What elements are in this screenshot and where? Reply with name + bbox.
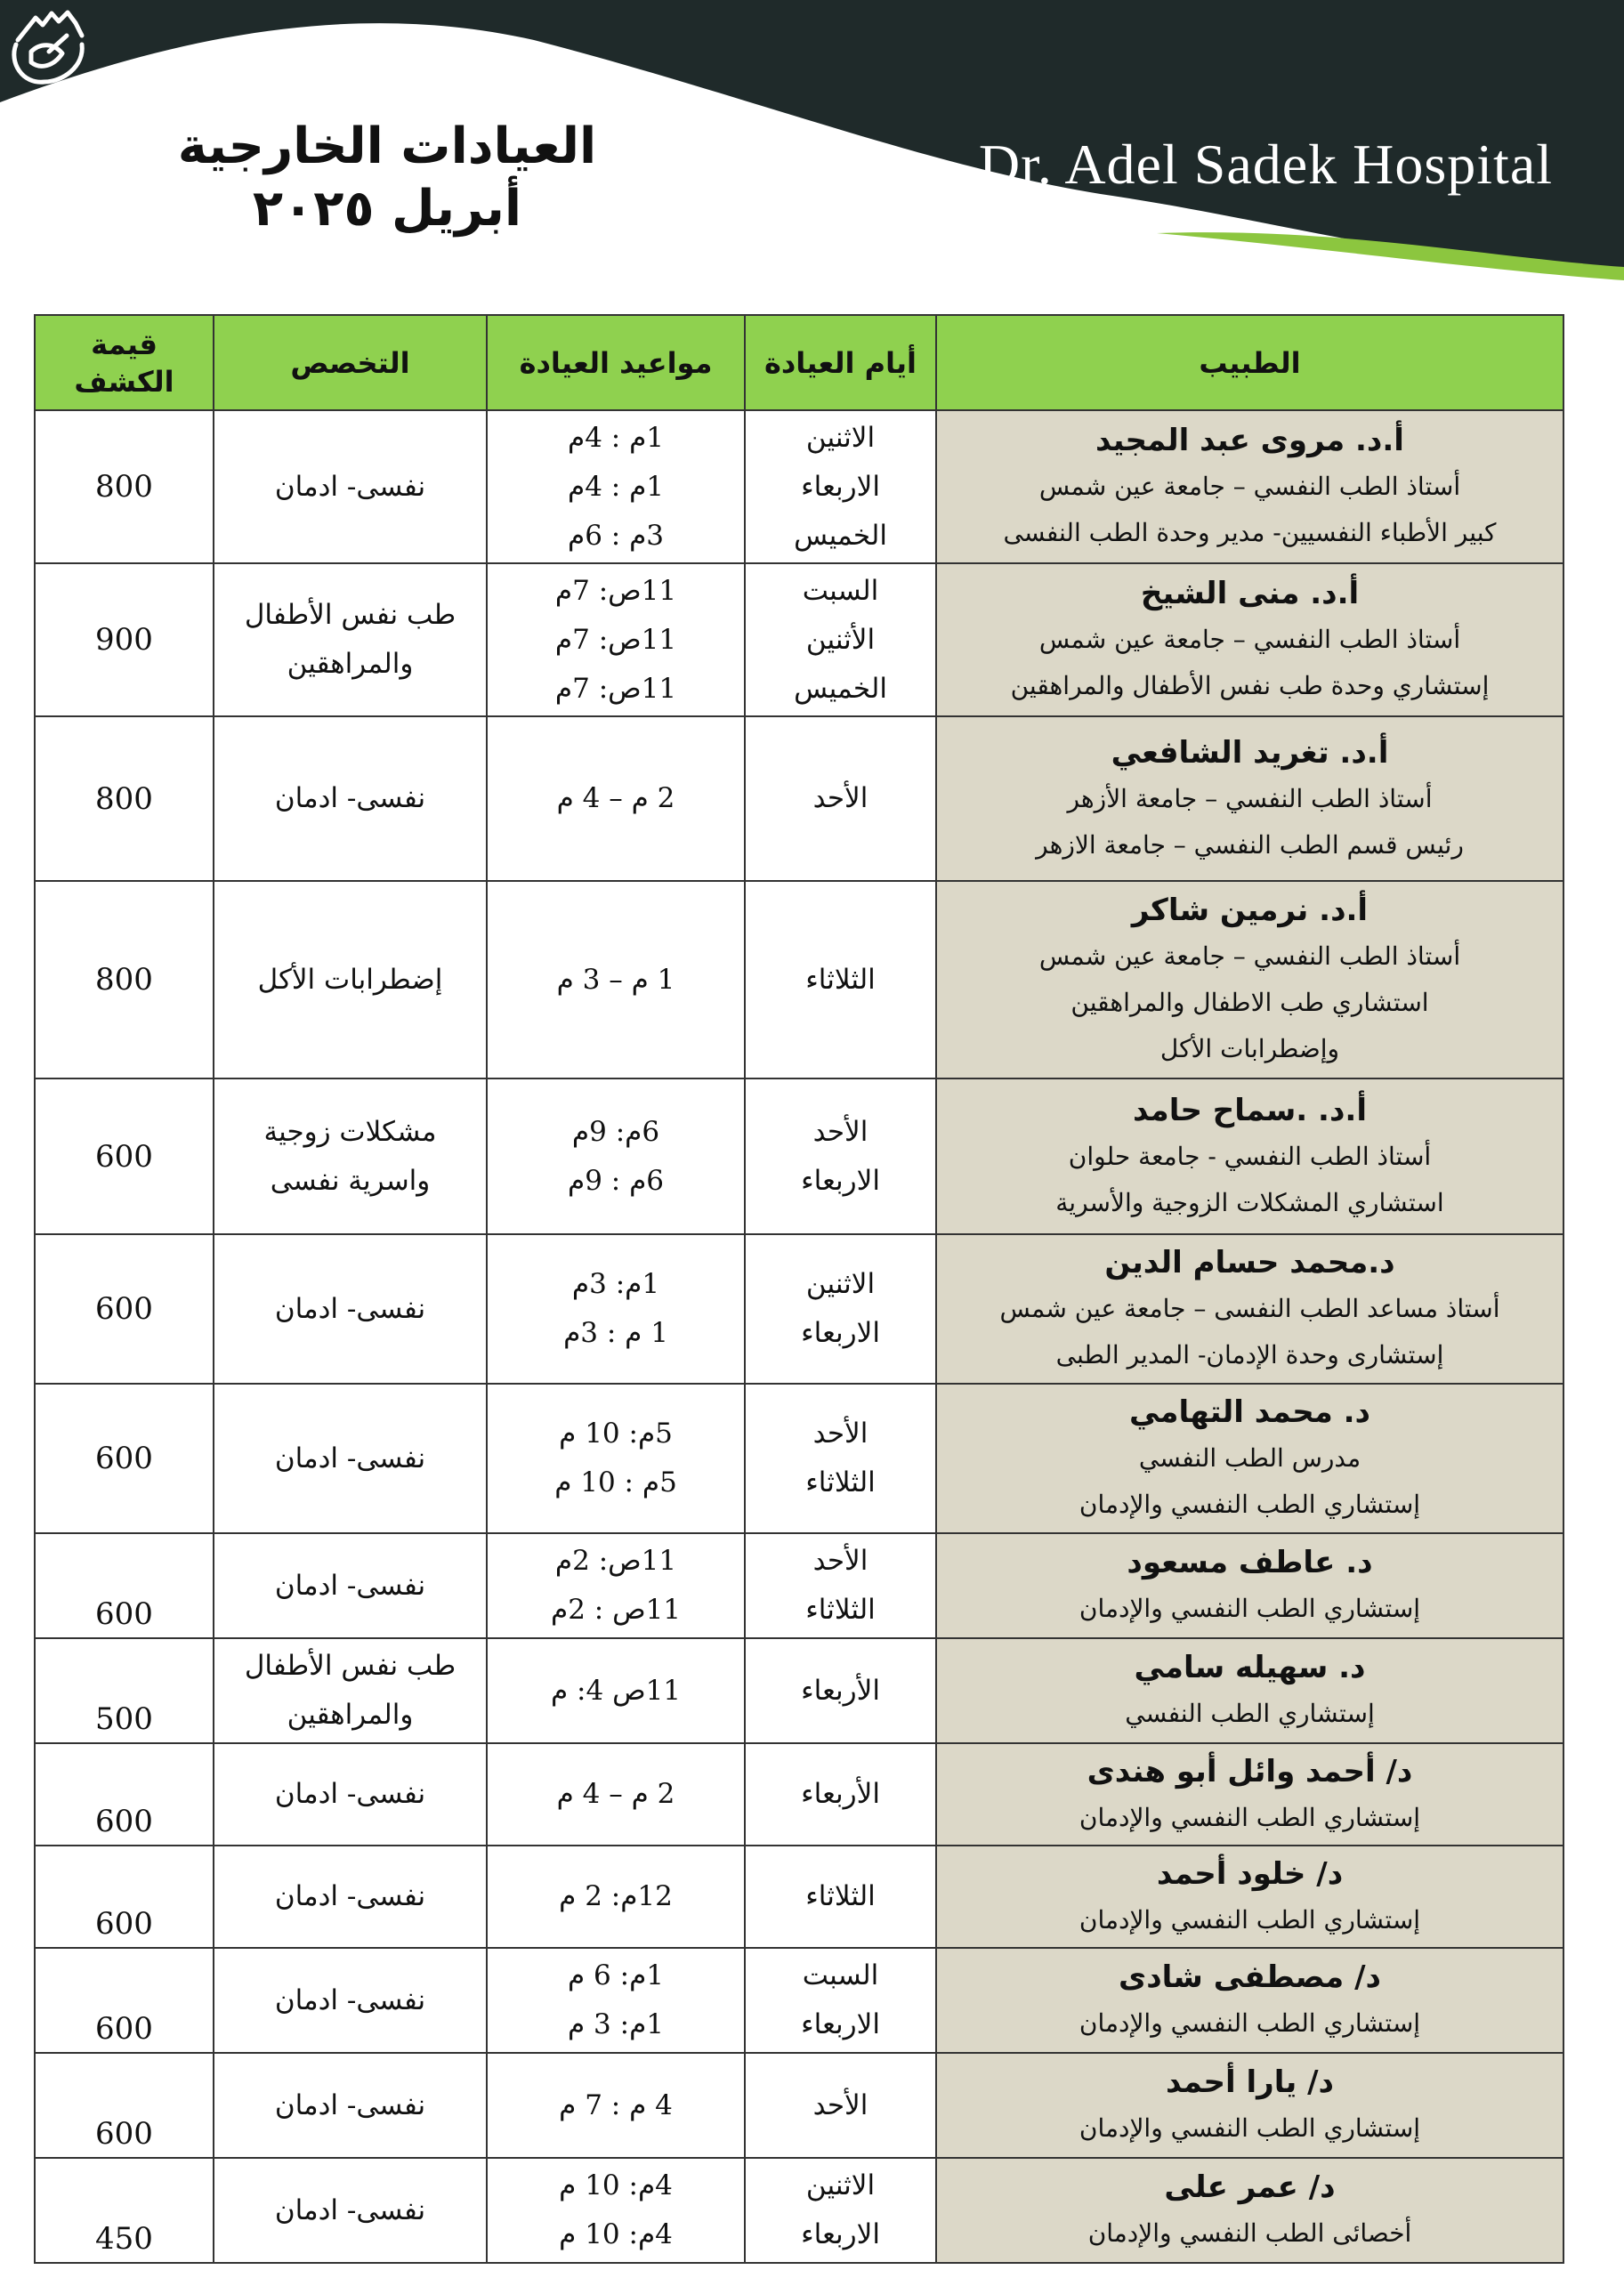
clinic-times-cell xyxy=(487,881,745,1078)
specialty-cell xyxy=(214,716,487,881)
table-row xyxy=(35,716,1563,881)
clinic-time: 11ص: 7م xyxy=(554,574,677,607)
clinic-time: 4 م : 7 م xyxy=(559,2088,673,2121)
clinic-day: الثلاثاء xyxy=(805,1466,876,1498)
doctor-name: د/ خلود أحمد xyxy=(1156,1855,1344,1892)
specialty-cell xyxy=(214,1846,487,1948)
specialty-line: نفسى- ادمان xyxy=(274,2088,426,2121)
clinic-times-cell xyxy=(487,1234,745,1384)
clinic-day: الأحد xyxy=(812,1418,869,1450)
clinic-times-cell xyxy=(487,1533,745,1638)
clinic-day: الأربعاء xyxy=(801,1674,880,1707)
specialty-cell xyxy=(214,410,487,563)
clinic-day: الثلاثاء xyxy=(805,1594,876,1626)
clinic-time: 11ص: 7م xyxy=(554,623,677,656)
header-days: أيام العيادة xyxy=(745,315,936,410)
specialty-line: نفسى- ادمان xyxy=(274,1983,426,2016)
title-line-1: العيادات الخارجية xyxy=(177,117,597,175)
title-line-2: أبريل ٢٠٢٥ xyxy=(252,180,522,238)
fee-cell xyxy=(35,410,214,563)
clinic-days-cell xyxy=(745,2053,936,2158)
specialty-cell xyxy=(214,1743,487,1846)
consultation-fee: 600 xyxy=(95,1804,153,1839)
doctor-cell xyxy=(936,2158,1563,2263)
specialty-line: نفسى- ادمان xyxy=(274,470,426,503)
doctor-name: أ.د. منى الشيخ xyxy=(1140,576,1360,611)
clinic-time: 11ص : 2م xyxy=(550,1594,682,1626)
clinic-time: 4م: 10 م xyxy=(559,2218,673,2250)
clinic-times-cell xyxy=(487,1078,745,1234)
doctor-title-line: إستشاري الطب النفسي والإدمان xyxy=(1079,2113,1421,2143)
clinic-days-cell xyxy=(745,1743,936,1846)
consultation-fee: 450 xyxy=(95,2221,153,2257)
clinic-times-cell xyxy=(487,1948,745,2053)
clinic-time: 1م: 3 م xyxy=(567,2008,665,2040)
doctor-title-line: أستاذ الطب النفسي – جامعة عين شمس xyxy=(1038,625,1461,654)
fee-cell xyxy=(35,716,214,881)
doctor-title-line: استشاري طب الاطفال والمراهقين xyxy=(1071,988,1429,1017)
clinic-day: الأثنين xyxy=(805,623,876,656)
doctor-title-line: وإضطرابات الأكل xyxy=(1159,1034,1340,1063)
doctor-title-line: أستاذ الطب النفسي – جامعة عين شمس xyxy=(1038,472,1461,501)
doctor-cell xyxy=(936,1533,1563,1638)
table-row xyxy=(35,410,1563,563)
doctor-title-line: إستشاري الطب النفسي والإدمان xyxy=(1079,1802,1421,1832)
clinic-days-cell xyxy=(745,410,936,563)
doctor-title-line: أستاذ الطب النفسي - جامعة حلوان xyxy=(1068,1141,1432,1171)
table-row xyxy=(35,2158,1563,2263)
specialty-cell xyxy=(214,1384,487,1533)
doctor-name: د. عاطف مسعود xyxy=(1127,1545,1373,1580)
clinic-times-cell xyxy=(487,1743,745,1846)
clinic-day: الأحد xyxy=(812,2088,869,2121)
clinic-time: 11ص 4: م xyxy=(550,1674,682,1707)
fee-cell xyxy=(35,2053,214,2158)
header-times: مواعيد العيادة xyxy=(487,315,745,410)
page-title xyxy=(169,116,605,240)
clinic-day: الاربعاء xyxy=(801,1164,880,1197)
doctor-title-line: إستشاري الطب النفسي والإدمان xyxy=(1079,2008,1421,2038)
doctor-name: أ.د. تغريد الشافعي xyxy=(1111,734,1389,771)
specialty-cell xyxy=(214,1638,487,1743)
doctor-name: د.محمد حسام الدين xyxy=(1104,1245,1395,1280)
doctor-cell xyxy=(936,1384,1563,1533)
clinic-day: الاثنين xyxy=(805,2169,876,2201)
header-specialty: التخصص xyxy=(214,315,487,410)
doctor-cell xyxy=(936,1743,1563,1846)
clinic-time: 1م : 4م xyxy=(567,470,665,503)
clinic-days-cell xyxy=(745,1078,936,1234)
header-banner xyxy=(0,0,1624,285)
doctor-cell xyxy=(936,1846,1563,1948)
doctor-title-line: إستشاري الطب النفسي xyxy=(1125,1699,1375,1728)
consultation-fee: 500 xyxy=(95,1701,153,1737)
clinic-day: الخميس xyxy=(794,672,887,705)
clinic-day: الاربعاء xyxy=(801,2008,880,2040)
table-row xyxy=(35,1638,1563,1743)
clinic-day: الأربعاء xyxy=(801,1778,880,1810)
consultation-fee: 600 xyxy=(95,1138,153,1175)
specialty-cell xyxy=(214,1948,487,2053)
specialty-line: إضطرابات الأكل xyxy=(257,963,443,996)
doctor-title-line: مدرس الطب النفسي xyxy=(1138,1443,1361,1473)
clinic-time: 11ص: 7م xyxy=(554,672,677,705)
specialty-cell xyxy=(214,563,487,716)
header-fee-line-2: الكشف xyxy=(74,364,174,399)
doctor-cell xyxy=(936,1234,1563,1384)
clinic-times-cell xyxy=(487,1638,745,1743)
doctor-name: د. محمد التهامي xyxy=(1129,1394,1370,1430)
consultation-fee: 600 xyxy=(95,1596,153,1632)
specialty-cell xyxy=(214,1234,487,1384)
table-row xyxy=(35,1078,1563,1234)
consultation-fee: 800 xyxy=(95,469,153,505)
clinic-days-cell xyxy=(745,1533,936,1638)
specialty-line: نفسى- ادمان xyxy=(274,1442,426,1474)
clinic-time: 12م: 2 م xyxy=(559,1880,673,1912)
clinic-times-cell xyxy=(487,1384,745,1533)
specialty-line: نفسى- ادمان xyxy=(274,1778,426,1810)
doctor-cell xyxy=(936,1078,1563,1234)
clinic-day: الأحد xyxy=(812,782,869,814)
specialty-line: مشكلات زوجية xyxy=(263,1115,437,1148)
doctor-cell xyxy=(936,2053,1563,2158)
doctor-cell xyxy=(936,563,1563,716)
clinic-day: الثلاثاء xyxy=(805,963,876,996)
fee-cell xyxy=(35,1743,214,1846)
doctor-name: أ.د. مروى عبد المجيد xyxy=(1095,423,1404,458)
clinic-time: 6م: 9م xyxy=(571,1115,660,1148)
consultation-fee: 600 xyxy=(95,2116,153,2152)
doctor-cell xyxy=(936,716,1563,881)
specialty-line: نفسى- ادمان xyxy=(274,1880,426,1912)
table-header-row xyxy=(35,315,1563,410)
fee-cell xyxy=(35,1234,214,1384)
doctor-title-line: استشاري المشكلات الزوجية والأسرية xyxy=(1055,1187,1444,1217)
doctor-title-line: إستشاري الطب النفسي والإدمان xyxy=(1079,1594,1421,1623)
clinic-days-cell xyxy=(745,1638,936,1743)
specialty-cell xyxy=(214,2158,487,2263)
doctor-title-line: رئيس قسم الطب النفسي – جامعة الازهر xyxy=(1036,829,1464,860)
consultation-fee: 600 xyxy=(95,1291,153,1327)
fee-cell xyxy=(35,1846,214,1948)
specialty-line: واسرية نفسى xyxy=(270,1164,431,1197)
fee-cell xyxy=(35,881,214,1078)
doctor-name: د/ عمر على xyxy=(1164,2169,1336,2205)
specialty-cell xyxy=(214,1078,487,1234)
clinic-time: 1 م – 3 م xyxy=(556,963,675,996)
clinic-time: 4م: 10 م xyxy=(559,2169,673,2201)
clinic-schedule-table xyxy=(34,314,1564,2264)
table-row xyxy=(35,1384,1563,1533)
fee-cell xyxy=(35,563,214,716)
clinic-day: الأحد xyxy=(812,1545,869,1577)
fee-cell xyxy=(35,1533,214,1638)
header-fee-line-1: قيمة xyxy=(91,327,158,361)
doctor-title-line: إستشاري الطب النفسي والإدمان xyxy=(1079,1904,1421,1935)
header-doctor: الطبيب xyxy=(936,315,1563,410)
clinic-times-cell xyxy=(487,2158,745,2263)
clinic-day: الاربعاء xyxy=(801,470,880,503)
table-row xyxy=(35,1948,1563,2053)
consultation-fee: 800 xyxy=(95,780,153,817)
table-row xyxy=(35,1743,1563,1846)
table-row xyxy=(35,2053,1563,2158)
consultation-fee: 600 xyxy=(95,2011,153,2047)
specialty-cell xyxy=(214,881,487,1078)
clinic-time: 6م : 9م xyxy=(567,1164,665,1197)
clinic-days-cell xyxy=(745,1948,936,2053)
clinic-day: الأحد xyxy=(812,1115,869,1148)
doctor-cell xyxy=(936,1638,1563,1743)
doctor-title-line: كبير الأطباء النفسيين- مدير وحدة الطب النفسى xyxy=(1003,518,1497,547)
clinic-day: الاثنين xyxy=(805,421,876,454)
clinic-times-cell xyxy=(487,410,745,563)
header-fee xyxy=(35,315,214,410)
consultation-fee: 600 xyxy=(95,1441,153,1476)
doctor-title-line: إستشاري وحدة طب نفس الأطفال والمراهقين xyxy=(1010,671,1490,700)
clinic-day: الخميس xyxy=(794,519,887,552)
doctor-name: أ.د. .سماح حامد xyxy=(1133,1092,1367,1128)
fee-cell xyxy=(35,1948,214,2053)
clinic-time: 1م: 3م xyxy=(571,1268,660,1300)
clinic-time: 1م: 6 م xyxy=(567,1959,665,1991)
doctor-name: د/ مصطفى شادى xyxy=(1119,1959,1381,1995)
hospital-name: Dr. Adel Sadek Hospital xyxy=(978,133,1553,196)
clinic-day: الاثنين xyxy=(805,1268,876,1300)
clinic-days-cell xyxy=(745,2158,936,2263)
table-row xyxy=(35,563,1563,716)
clinic-days-cell xyxy=(745,881,936,1078)
clinic-times-cell xyxy=(487,563,745,716)
clinic-days-cell xyxy=(745,1384,936,1533)
clinic-time: 5م : 10 م xyxy=(554,1466,677,1498)
clinic-time: 2 م – 4 م xyxy=(556,782,675,814)
consultation-fee: 900 xyxy=(95,622,153,658)
clinic-days-cell xyxy=(745,563,936,716)
doctor-title-line: أستاذ الطب النفسي – جامعة الأزهر xyxy=(1067,783,1433,813)
fee-cell xyxy=(35,1638,214,1743)
clinic-day: الاربعاء xyxy=(801,2218,880,2250)
clinic-time: 3م : 6م xyxy=(567,519,665,552)
consultation-fee: 800 xyxy=(95,962,153,998)
clinic-time: 1 م : 3م xyxy=(563,1317,668,1349)
specialty-line: نفسى- ادمان xyxy=(274,1292,426,1325)
doctor-cell xyxy=(936,1948,1563,2053)
doctor-title-line: أخصائى الطب النفسي والإدمان xyxy=(1087,2218,1412,2248)
table-row xyxy=(35,881,1563,1078)
fee-cell xyxy=(35,1078,214,1234)
clinic-time: 1م : 4م xyxy=(567,421,665,454)
doctor-name: د. سهيله سامي xyxy=(1134,1650,1366,1685)
doctor-name: د/ أحمد وائل أبو هندى xyxy=(1087,1753,1413,1789)
doctor-title-line: أستاذ الطب النفسي – جامعة عين شمس xyxy=(1038,941,1461,971)
table-row xyxy=(35,1846,1563,1948)
clinic-day: السبت xyxy=(802,574,879,607)
clinic-times-cell xyxy=(487,716,745,881)
clinic-times-cell xyxy=(487,2053,745,2158)
clinic-days-cell xyxy=(745,1234,936,1384)
doctor-name: أ.د. نرمين شاكر xyxy=(1131,893,1369,928)
doctor-cell xyxy=(936,410,1563,563)
specialty-cell xyxy=(214,1533,487,1638)
specialty-line: والمراهقين xyxy=(287,648,414,680)
clinic-time: 11ص: 2م xyxy=(554,1545,677,1577)
clinic-time: 5م: 10 م xyxy=(559,1418,673,1450)
doctor-name: د/ يارا أحمد xyxy=(1166,2064,1334,2100)
fee-cell xyxy=(35,2158,214,2263)
doctor-title-line: إستشاري الطب النفسي والإدمان xyxy=(1079,1490,1421,1519)
clinic-day: الثلاثاء xyxy=(805,1880,876,1912)
clinic-days-cell xyxy=(745,716,936,881)
specialty-line: طب نفس الأطفال xyxy=(244,599,456,631)
consultation-fee: 600 xyxy=(95,1906,153,1942)
clinic-time: 2 م – 4 م xyxy=(556,1778,675,1810)
hands-logo-icon xyxy=(0,0,98,98)
doctor-cell xyxy=(936,881,1563,1078)
specialty-cell xyxy=(214,2053,487,2158)
specialty-line: نفسى- ادمان xyxy=(274,1569,426,1602)
specialty-line: طب نفس الأطفال xyxy=(244,1650,456,1682)
clinic-days-cell xyxy=(745,1846,936,1948)
fee-cell xyxy=(35,1384,214,1533)
clinic-times-cell xyxy=(487,1846,745,1948)
table-row xyxy=(35,1234,1563,1384)
specialty-line: نفسى- ادمان xyxy=(274,2193,426,2226)
specialty-line: نفسى- ادمان xyxy=(274,782,426,814)
specialty-line: والمراهقين xyxy=(287,1699,414,1731)
table-row xyxy=(35,1533,1563,1638)
doctor-title-line: أستاذ مساعد الطب النفسى – جامعة عين شمس xyxy=(999,1294,1500,1323)
doctor-title-line: إستشارى وحدة الإدمان- المدير الطبى xyxy=(1055,1340,1444,1369)
clinic-day: الاربعاء xyxy=(801,1317,880,1349)
clinic-day: السبت xyxy=(802,1959,879,1991)
